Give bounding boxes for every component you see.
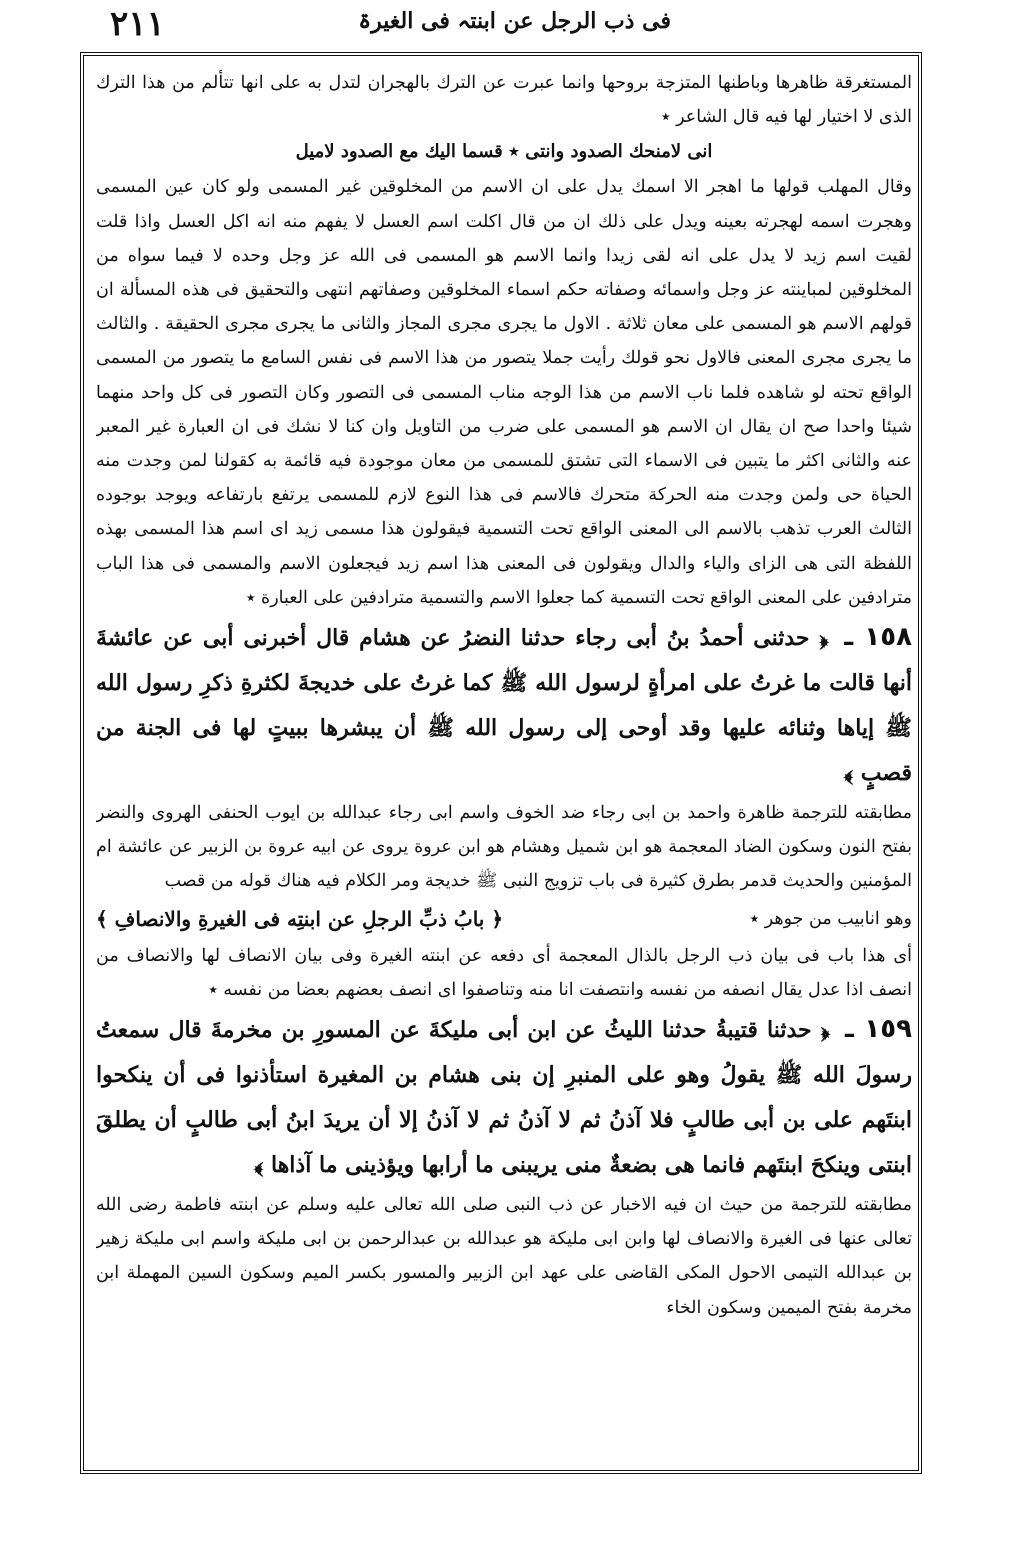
hadith-159 <box>96 1007 912 1188</box>
commentary-paragraph: المستغرقة ظاهرها وباطنها المتزجة بروحها وانما عبرت عن الترك بالهجران لتدل به على انها تتألم من هذا الترك الذى لا اختيار لها فيه قال الشاعر ٭ <box>96 73 912 128</box>
chapter-heading-row <box>96 899 912 939</box>
page-header <box>0 0 1021 48</box>
commentary-tail: وهو انابيب من جوهر ٭ <box>749 908 912 929</box>
hadith-number: ١٥٨ ـ <box>844 622 912 653</box>
running-title: فی ذب الرجل عن ابنتہ فی الغیرۃ <box>358 8 671 34</box>
hadith-158 <box>96 615 912 796</box>
poetry-verse: انى لامنحك الصدود وانتى ٭ قسما اليك مع الصدود لاميل <box>295 141 713 163</box>
commentary-paragraph: مطابقته للترجمة من حيث ان فيه الاخبار عن ذب النبى صلى الله تعالى عليه وسلم عن ابنته فاطمة رضى الله تعالى عنها فى الغيرة والانصاف لها وابن ابى مليكة هو عبدالله بن عبدالرحمن بن ابى مليكة واسم ابى مليكة زهير بن عبدالله التيمى الاحول المكى القاضى على عهد ابن الزبير والمسور بكسر الميم وسكون السين المهملة ابن مخرمة بفتح الميمين وسكون الخاء <box>96 1195 912 1318</box>
commentary-paragraph: وقال المهلب قولها ما اهجر الا اسمك يدل على ان الاسم من المخلوقين غير المسمى ولو كان عين المسمى وهجرت اسمه لهجرته بعينه ويدل على ذلك ان من قال اكلت اسم العسل لا يفهم منه انه اكل العسل واذا قلت لقيت اسم زيد لا يدل على انه لقى زيدا وانما الاسم هو المسمى فى الله عز وجل وحده لا فيما سواه من المخلوقين لمباينته عز وجل واسمائه وصفاته حكم اسماء المخلوقين وصفاتهم انتهى والتحقيق فى هذه المسألة ان قولهم الاسم هو المسمى على معان ثلاثة . الاول ما يجرى مجرى المجاز والثانى ما يجرى مجرى الحقيقة . والثالث ما يجرى مجرى المعنى فالاول نحو قولك رأيت جملا يتصور من هذا الاسم فى نفس السامع ما يتصور من المسمى الواقع تحته لو شاهده فلما ناب الاسم من هذا الوجه مناب المسمى فى التصور وكان التصور فى كل واحد منهما شيئا واحدا صح ان يقال ان الاسم هو المسمى على ضرب من التاويل وان كنا لا نشك فى ان العبارة غير المعبر عنه والثانى اكثر ما يتبين فى الاسماء التى تشتق للمسمى من معان موجودة فيه قائمة به كقولنا لمن وجدت منه الحياة حى ولمن وجدت منه الحركة متحرك فالاسم فى هذا النوع لازم للمسمى يرتفع بارتفاعه ويوجد بوجوده الثالث العرب تذهب بالاسم الى المعنى الواقع تحت التسمية فيقولون هذا مسمى زيد اى اسم هذا المسمى بهذه اللفظة التى هى الزاى والياء والدال ويقولون فى المعنى هذا اسم زيد فيجعلون الاسم والمسمى فى هذا الباب مترادفين على المعنى الواقع تحت التسمية كما جعلوا الاسم والتسمية مترادفين على العبارة ٭ <box>96 177 912 608</box>
hadith-text: ﴿ حدثنى أحمدُ بنُ أبى رجاء حدثنا النضرُ عن هشام قال أخبرنى أبى عن عائشةَ أنها قالت ما غرتُ على امرأةٍ لرسول الله ﷺ كما غرتُ على خديجةَ لكثرةِ ذكرِ رسول الله ﷺ إياها وثنائه عليها وقد أوحى إلى رسول الله ﷺ أن يبشرها ببيتٍ لها فى الجنة من قصبٍ ﴾ <box>96 625 912 787</box>
commentary-paragraph: مطابقته للترجمة ظاهرة واحمد بن ابى رجاء ضد الخوف واسم ابى رجاء عبدالله بن ايوب الحنفى الهروى والنضر بفتح النون وسكون الضاد المعجمة هو ابن شميل وهشام هو ابن عروة يروى عن ابيه عروة بن الزبير عن عائشة ام المؤمنين والحديث قدمر بطرق كثيرة فى باب تزويج النبى ﷺ خديجة ومر الكلام فيه هناك قوله من قصب <box>96 803 912 892</box>
page-number: ٢١١ <box>110 4 165 44</box>
hadith-text: ﴿ حدثنا قتيبةُ حدثنا الليثُ عن ابن أبى مليكةَ عن المسورِ بن مخرمةَ قال سمعتُ رسولَ الله ﷺ يقولُ وهو على المنبرِ إن بنى هشام بن المغيرة استأذنوا فى أن ينكحوا ابنتَهم على بن أبى طالبٍ فلا آذنُ ثم لا آذنُ ثم لا آذنُ إلا أن يريدَ ابنُ أبى طالبٍ أن يطلقَ ابنتى وينكحَ ابنتَهم فانما هى بضعةٌ منى يريبنى ما أرابها ويؤذينى ما آذاها ﴾ <box>96 1017 912 1179</box>
page-body <box>96 66 912 1466</box>
chapter-title: ﴿ بابُ ذبِّ الرجلِ عن ابنتِه فى الغيرةِ والانصافِ ﴾ <box>96 906 504 931</box>
commentary-paragraph: أى هذا باب فى بيان ذب الرجل بالذال المعجمة أى دفعه عن ابنته الغيرة وفى بيان الانصاف لها والانصاف من انصف اذا عدل يقال انصفه من نفسه وانتصفت انا منه وتناصفوا اى انصف بعضهم بعضا من نفسه ٭ <box>96 945 912 1000</box>
hadith-number: ١٥٩ ـ <box>844 1014 912 1045</box>
